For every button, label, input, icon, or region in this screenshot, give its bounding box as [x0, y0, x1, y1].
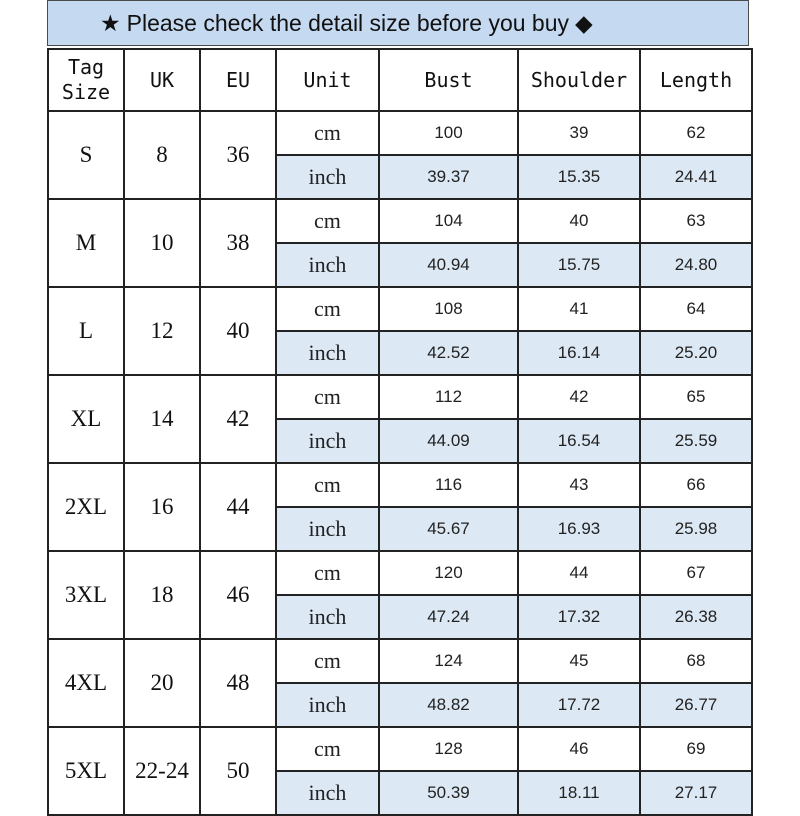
bust-inch-cell: 48.82: [379, 683, 518, 727]
shoulder-inch-cell: 17.32: [518, 595, 640, 639]
length-cm-cell: 66: [640, 463, 752, 507]
unit-cm-cell: cm: [276, 551, 379, 595]
shoulder-inch-cell: 17.72: [518, 683, 640, 727]
unit-inch-cell: inch: [276, 683, 379, 727]
header-uk: UK: [124, 49, 200, 111]
shoulder-inch-cell: 16.93: [518, 507, 640, 551]
uk-size-cell: 8: [124, 111, 200, 199]
shoulder-cm-cell: 39: [518, 111, 640, 155]
header-bust: Bust: [379, 49, 518, 111]
bust-inch-cell: 47.24: [379, 595, 518, 639]
length-cm-cell: 64: [640, 287, 752, 331]
uk-size-cell: 22-24: [124, 727, 200, 815]
shoulder-cm-cell: 42: [518, 375, 640, 419]
eu-size-cell: 40: [200, 287, 276, 375]
diamond-icon: ◆: [575, 9, 593, 36]
size-table: [47, 48, 753, 816]
shoulder-cm-cell: 44: [518, 551, 640, 595]
length-cm-cell: 63: [640, 199, 752, 243]
header-tag-label: Tag: [67, 55, 105, 79]
shoulder-cm-cell: 43: [518, 463, 640, 507]
bust-inch-cell: 50.39: [379, 771, 518, 815]
length-cm-cell: 69: [640, 727, 752, 771]
shoulder-cm-cell: 40: [518, 199, 640, 243]
eu-size-cell: 42: [200, 375, 276, 463]
header-unit: Unit: [276, 49, 379, 111]
eu-size-cell: 36: [200, 111, 276, 199]
unit-inch-cell: inch: [276, 507, 379, 551]
unit-cm-cell: cm: [276, 375, 379, 419]
uk-size-cell: 14: [124, 375, 200, 463]
unit-inch-cell: inch: [276, 419, 379, 463]
length-cm-cell: 68: [640, 639, 752, 683]
size-chart: [47, 0, 751, 805]
bust-inch-cell: 42.52: [379, 331, 518, 375]
table-row: [48, 727, 752, 771]
bust-cm-cell: 100: [379, 111, 518, 155]
size-table-body: [48, 111, 752, 815]
length-inch-cell: 26.38: [640, 595, 752, 639]
table-row: [48, 375, 752, 419]
bust-cm-cell: 116: [379, 463, 518, 507]
unit-inch-cell: inch: [276, 331, 379, 375]
table-row: [48, 111, 752, 155]
bust-inch-cell: 39.37: [379, 155, 518, 199]
table-row: [48, 287, 752, 331]
bust-cm-cell: 112: [379, 375, 518, 419]
header-eu: EU: [200, 49, 276, 111]
length-cm-cell: 62: [640, 111, 752, 155]
banner-text: Please check the detail size before you buy: [126, 9, 570, 36]
bust-cm-cell: 104: [379, 199, 518, 243]
size-notice-banner: [47, 0, 749, 46]
shoulder-inch-cell: 16.14: [518, 331, 640, 375]
table-row: [48, 551, 752, 595]
shoulder-cm-cell: 46: [518, 727, 640, 771]
length-inch-cell: 25.20: [640, 331, 752, 375]
uk-size-cell: 16: [124, 463, 200, 551]
uk-size-cell: 12: [124, 287, 200, 375]
unit-cm-cell: cm: [276, 199, 379, 243]
tag-size-cell: XL: [48, 375, 124, 463]
eu-size-cell: 44: [200, 463, 276, 551]
uk-size-cell: 20: [124, 639, 200, 727]
bust-cm-cell: 108: [379, 287, 518, 331]
tag-size-cell: S: [48, 111, 124, 199]
shoulder-cm-cell: 45: [518, 639, 640, 683]
header-tag-size: [48, 49, 124, 111]
bust-inch-cell: 44.09: [379, 419, 518, 463]
table-row: [48, 463, 752, 507]
unit-inch-cell: inch: [276, 243, 379, 287]
shoulder-inch-cell: 15.35: [518, 155, 640, 199]
uk-size-cell: 10: [124, 199, 200, 287]
bust-inch-cell: 45.67: [379, 507, 518, 551]
length-cm-cell: 65: [640, 375, 752, 419]
unit-cm-cell: cm: [276, 639, 379, 683]
length-inch-cell: 24.80: [640, 243, 752, 287]
length-inch-cell: 26.77: [640, 683, 752, 727]
eu-size-cell: 38: [200, 199, 276, 287]
unit-cm-cell: cm: [276, 111, 379, 155]
header-size-label: Size: [61, 80, 111, 104]
unit-cm-cell: cm: [276, 727, 379, 771]
bust-cm-cell: 120: [379, 551, 518, 595]
shoulder-cm-cell: 41: [518, 287, 640, 331]
table-row: [48, 639, 752, 683]
tag-size-cell: 3XL: [48, 551, 124, 639]
tag-size-cell: L: [48, 287, 124, 375]
unit-cm-cell: cm: [276, 463, 379, 507]
tag-size-cell: 5XL: [48, 727, 124, 815]
unit-inch-cell: inch: [276, 155, 379, 199]
unit-cm-cell: cm: [276, 287, 379, 331]
tag-size-cell: 2XL: [48, 463, 124, 551]
uk-size-cell: 18: [124, 551, 200, 639]
shoulder-inch-cell: 15.75: [518, 243, 640, 287]
header-row: [48, 49, 752, 111]
length-inch-cell: 27.17: [640, 771, 752, 815]
table-row: [48, 199, 752, 243]
tag-size-cell: 4XL: [48, 639, 124, 727]
header-length: Length: [640, 49, 752, 111]
star-icon: ★: [100, 9, 121, 36]
header-shoulder: Shoulder: [518, 49, 640, 111]
unit-inch-cell: inch: [276, 771, 379, 815]
bust-inch-cell: 40.94: [379, 243, 518, 287]
length-inch-cell: 25.59: [640, 419, 752, 463]
eu-size-cell: 50: [200, 727, 276, 815]
unit-inch-cell: inch: [276, 595, 379, 639]
bust-cm-cell: 124: [379, 639, 518, 683]
eu-size-cell: 48: [200, 639, 276, 727]
shoulder-inch-cell: 18.11: [518, 771, 640, 815]
length-inch-cell: 24.41: [640, 155, 752, 199]
length-inch-cell: 25.98: [640, 507, 752, 551]
bust-cm-cell: 128: [379, 727, 518, 771]
shoulder-inch-cell: 16.54: [518, 419, 640, 463]
length-cm-cell: 67: [640, 551, 752, 595]
tag-size-cell: M: [48, 199, 124, 287]
eu-size-cell: 46: [200, 551, 276, 639]
